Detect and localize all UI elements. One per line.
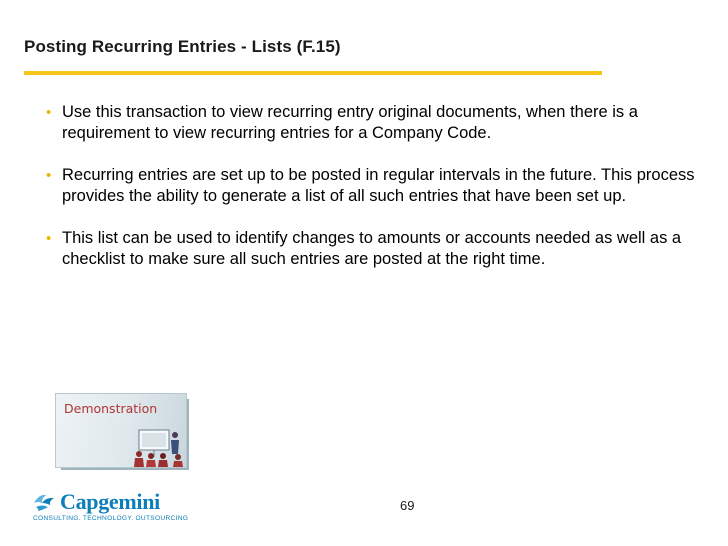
capgemini-logo	[32, 488, 189, 526]
demonstration-card-face	[55, 393, 187, 468]
bullet-text: Use this transaction to view recurring entry original documents, when there is a requirement to view recurring entries for a Company Code.	[62, 103, 638, 142]
presentation-scene-icon	[131, 427, 189, 467]
logo-mark-icon	[32, 491, 60, 515]
bullet-item	[46, 228, 706, 270]
bullet-list	[46, 102, 706, 291]
slide-title: Posting Recurring Entries - Lists (F.15)	[24, 37, 341, 56]
bullet-dot-icon: •	[46, 230, 52, 247]
demonstration-card[interactable]	[55, 393, 191, 470]
demonstration-label: Demonstration	[64, 401, 158, 416]
bullet-text: This list can be used to identify changes to amounts or accounts needed as well as a checklist to make sure all such entries are posted at the right time.	[62, 229, 682, 268]
logo-wordmark: Capgemini	[60, 489, 160, 514]
bullet-dot-icon: •	[46, 104, 52, 121]
bullet-item	[46, 165, 706, 207]
title-underline	[24, 71, 602, 75]
bullet-text: Recurring entries are set up to be posted in regular intervals in the future. This process provides the ability to generate a list of all such entries that have been set up.	[62, 166, 695, 205]
logo-tagline: CONSULTING. TECHNOLOGY. OUTSOURCING	[33, 515, 189, 522]
bullet-dot-icon: •	[46, 167, 52, 184]
page-number: 69	[400, 498, 415, 513]
bullet-item	[46, 102, 706, 144]
